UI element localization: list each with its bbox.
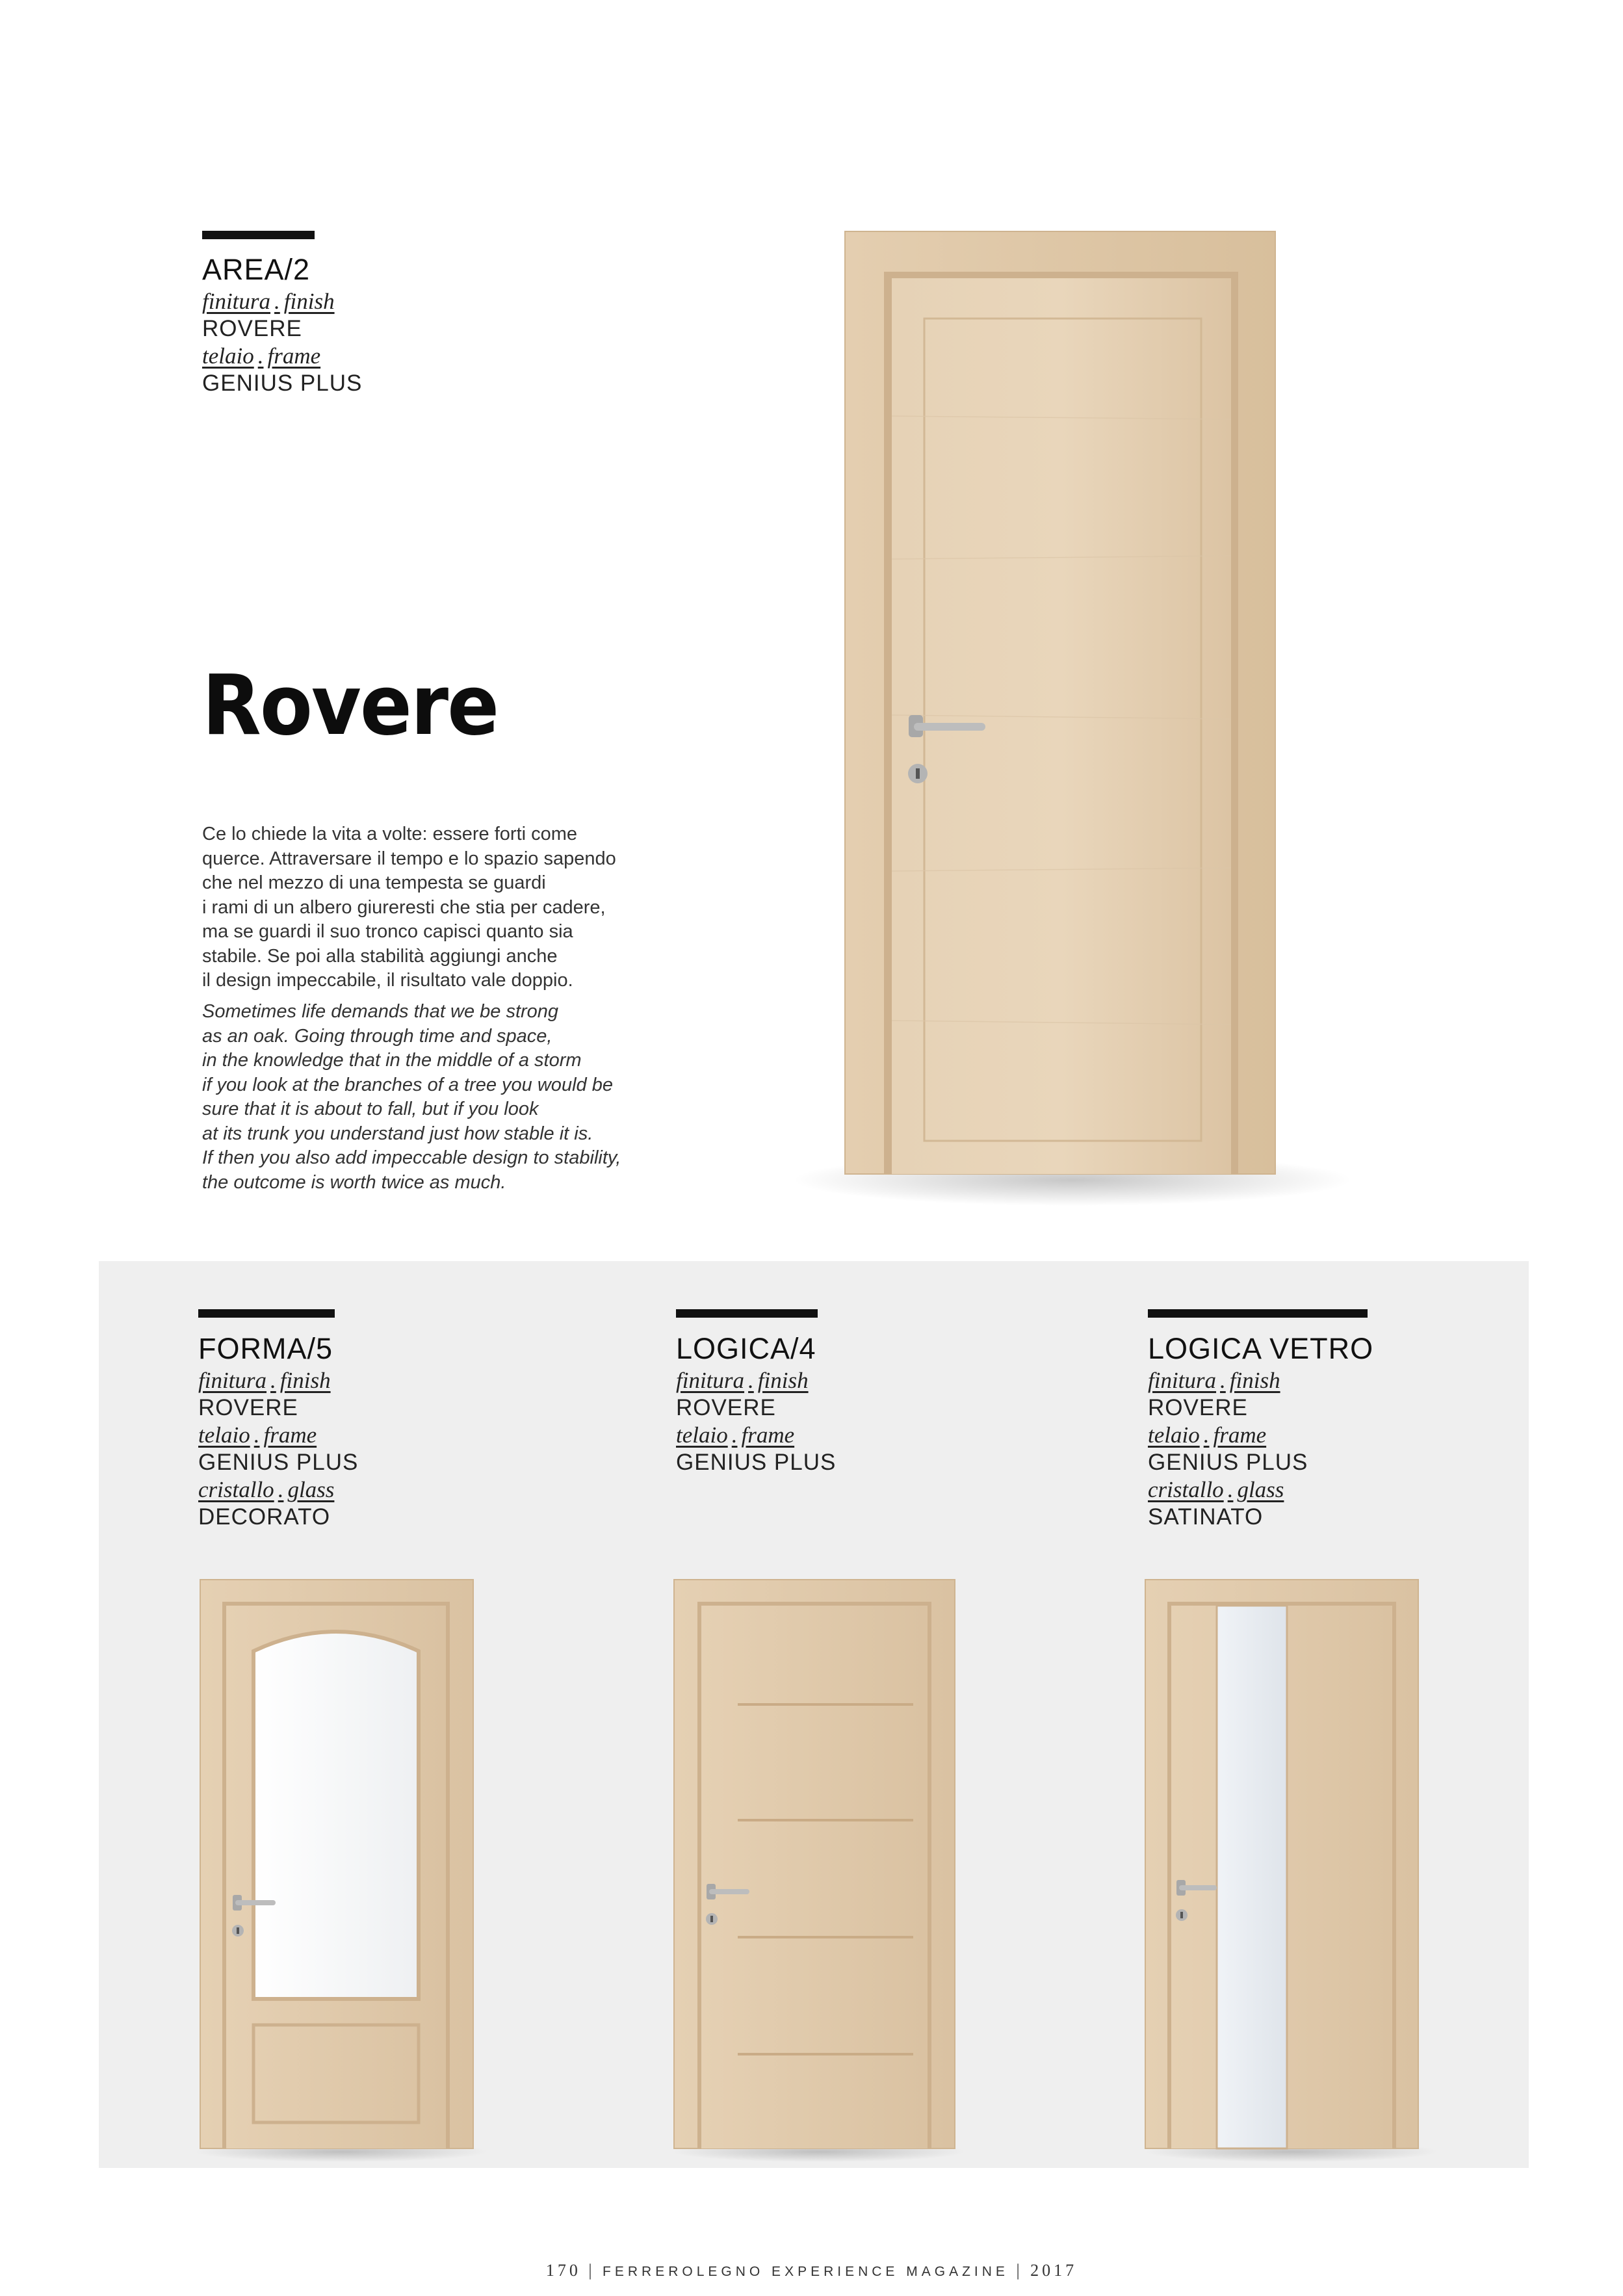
body-text-italian [202, 822, 696, 993]
body-line: at its trunk you understand just how stable it is. [202, 1123, 593, 1144]
frame-label: telaio . frame [676, 1422, 795, 1448]
glass-label: cristallo . glass [1148, 1477, 1284, 1502]
accent-bar-area2 [202, 231, 315, 239]
finish-label: finitura . finish [1148, 1368, 1280, 1393]
body-line: Sometimes life demands that we be strong [202, 1001, 559, 1022]
accent-bar-logica-vetro [1148, 1309, 1368, 1318]
body-line: if you look at the branches of a tree you would be [202, 1074, 613, 1095]
body-line: querce. Attraversare il tempo e lo spazio sapendo [202, 848, 616, 869]
glass-value: DECORATO [198, 1504, 331, 1530]
accent-bar-logica4 [676, 1309, 818, 1318]
page-title: Rovere [202, 657, 499, 754]
magazine-name: FERREROLEGNO EXPERIENCE MAGAZINE [603, 2264, 1009, 2279]
frame-value: GENIUS PLUS [198, 1450, 359, 1475]
spec-logica-vetro [1148, 1334, 1373, 1531]
glass-value: SATINATO [1148, 1504, 1264, 1530]
page-number: 170 [545, 2261, 581, 2280]
product-name: LOGICA/4 [676, 1332, 816, 1365]
body-line: the outcome is worth twice as much. [202, 1171, 506, 1193]
body-line: sure that it is about to fall, but if you look [202, 1099, 539, 1119]
body-line: as an oak. Going through time and space, [202, 1025, 552, 1047]
body-line: che nel mezzo di una tempesta se guardi [202, 872, 546, 893]
product-name: FORMA/5 [198, 1332, 333, 1365]
finish-value: ROVERE [1148, 1395, 1248, 1420]
page-footer: 170 | FERREROLEGNO EXPERIENCE MAGAZINE | 2017 [545, 2261, 1078, 2280]
footer-year: 2017 [1030, 2261, 1078, 2280]
frame-label: telaio . frame [1148, 1422, 1267, 1448]
frame-label: telaio . frame [202, 343, 321, 369]
spec-logica4 [676, 1334, 836, 1476]
glass-label: cristallo . glass [198, 1477, 335, 1502]
finish-label: finitura . finish [198, 1368, 331, 1393]
body-line: il design impeccabile, il risultato vale doppio. [202, 970, 573, 991]
finish-label: finitura . finish [676, 1368, 809, 1393]
door-image-area2 [780, 221, 1365, 1222]
door-image-logica-vetro [1139, 1573, 1444, 2161]
finish-value: ROVERE [202, 316, 302, 341]
accent-bar-forma5 [198, 1309, 335, 1318]
finish-value: ROVERE [676, 1395, 776, 1420]
product-name: AREA/2 [202, 253, 311, 286]
body-line: i rami di un albero giureresti che stia per cadere, [202, 896, 606, 918]
body-line: stabile. Se poi alla stabilità aggiungi anche [202, 945, 558, 967]
finish-label: finitura . finish [202, 289, 335, 314]
body-text-english [202, 1000, 696, 1195]
body-line: in the knowledge that in the middle of a storm [202, 1050, 582, 1071]
spec-area2 [202, 255, 362, 397]
frame-value: GENIUS PLUS [202, 371, 363, 396]
body-line: Ce lo chiede la vita a volte: essere forti come [202, 824, 578, 844]
door-image-logica4 [666, 1573, 972, 2161]
frame-value: GENIUS PLUS [1148, 1450, 1308, 1475]
finish-value: ROVERE [198, 1395, 298, 1420]
body-line: ma se guardi il suo tronco capisci quanto sia [202, 921, 573, 942]
spec-forma5 [198, 1334, 358, 1531]
product-name: LOGICA VETRO [1148, 1332, 1374, 1365]
frame-label: telaio . frame [198, 1422, 317, 1448]
frame-value: GENIUS PLUS [676, 1450, 837, 1475]
body-line: If then you also add impeccable design to stability, [202, 1147, 621, 1168]
door-image-forma5 [188, 1573, 494, 2161]
